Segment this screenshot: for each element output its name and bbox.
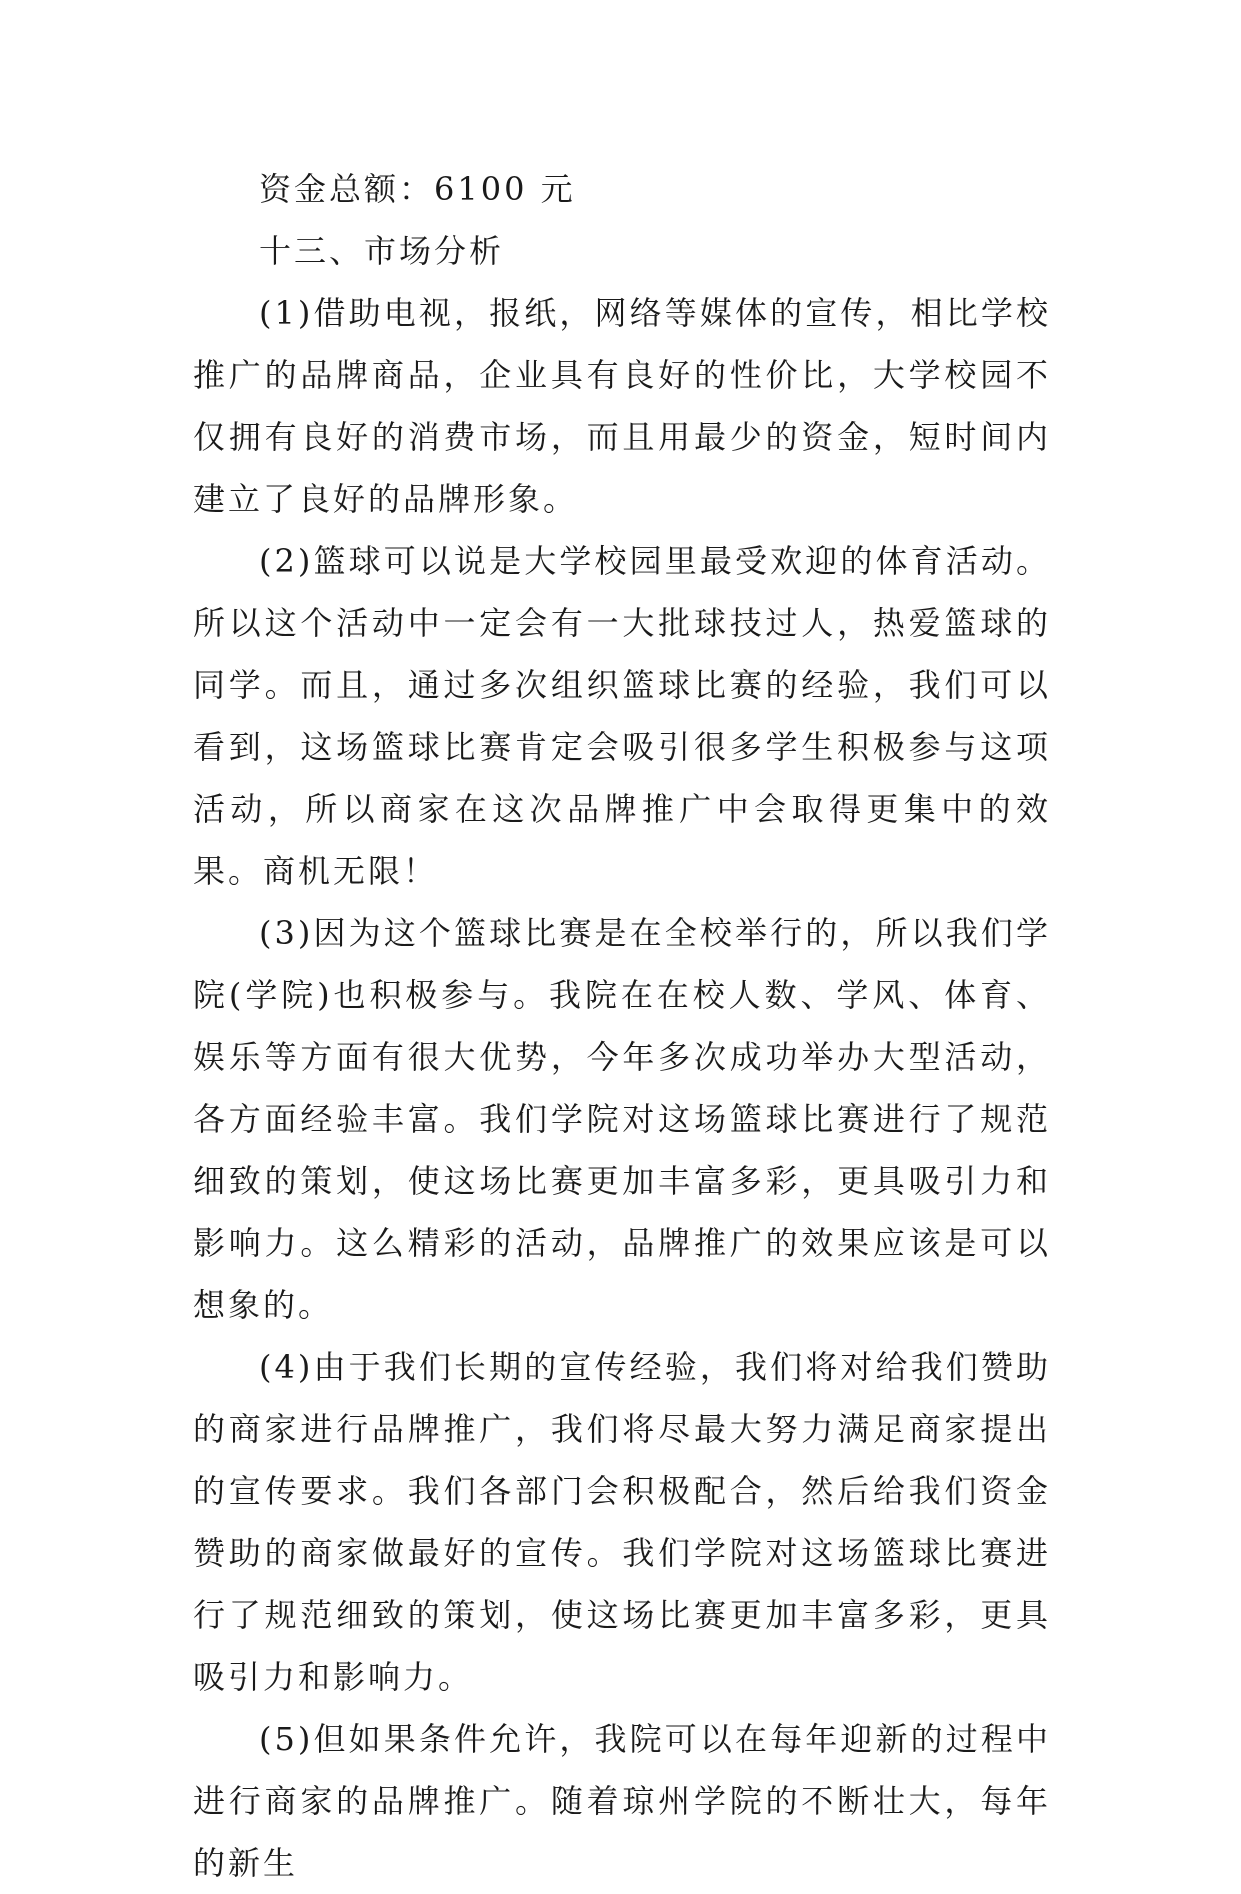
paragraph-4: (4)由于我们长期的宣传经验，我们将对给我们赞助的商家进行品牌推广，我们将尽最大努力满足商家提出的宣传要求。我们各部门会积极配合，然后给我们资金赞助的商家做最好的宣传。我们学院对这场篮球比赛进行了规范细致的策划，使这场比赛更加丰富多彩，更具吸引力和影响力。 xyxy=(193,1348,1051,1696)
section-heading: 十三、市场分析 xyxy=(259,232,505,270)
paragraph-3: (3)因为这个篮球比赛是在全校举行的，所以我们学院(学院)也积极参与。我院在在校人数、学风、体育、娱乐等方面有很大优势，今年多次成功举办大型活动，各方面经验丰富。我们学院对这场篮球比赛进行了规范细致的策划，使这场比赛更加丰富多彩，更具吸引力和影响力。这么精彩的活动，品牌推广的效果应该是可以想象的。 xyxy=(193,914,1051,1324)
funding-total-line: 资金总额：6100 元 xyxy=(259,170,576,208)
paragraph-5: (5)但如果条件允许，我院可以在每年迎新的过程中进行商家的品牌推广。随着琼州学院的不断壮大，每年的新生 xyxy=(193,1720,1051,1882)
paragraph-2: (2)篮球可以说是大学校园里最受欢迎的体育活动。所以这个活动中一定会有一大批球技过人，热爱篮球的同学。而且，通过多次组织篮球比赛的经验，我们可以看到，这场篮球比赛肯定会吸引很多学生积极参与这项活动，所以商家在这次品牌推广中会取得更集中的效果。商机无限！ xyxy=(193,542,1051,890)
paragraph-1: (1)借助电视，报纸，网络等媒体的宣传，相比学校推广的品牌商品，企业具有良好的性价比，大学校园不仅拥有良好的消费市场，而且用最少的资金，短时间内建立了良好的品牌形象。 xyxy=(193,294,1051,518)
document-body xyxy=(193,158,1051,1894)
